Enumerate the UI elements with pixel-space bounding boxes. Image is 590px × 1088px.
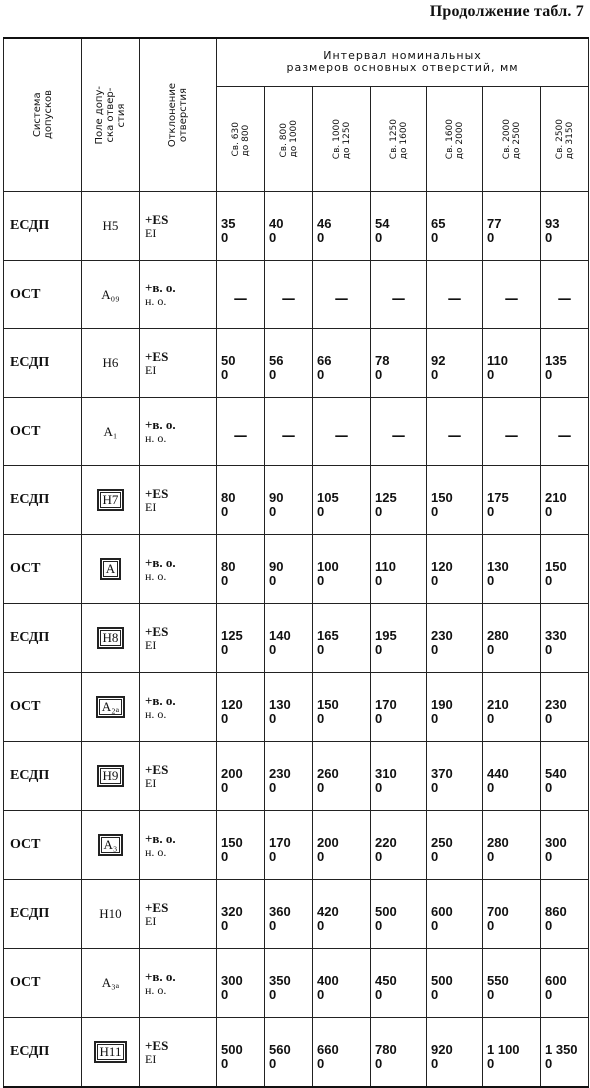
lower-deviation-label: н. о. xyxy=(145,568,167,583)
field-label: A₁ xyxy=(103,423,118,439)
lower-deviation-label: EI xyxy=(145,1051,157,1066)
value-cell: — xyxy=(313,261,371,329)
value-cell: 540 0 xyxy=(541,742,589,811)
value-cell: 200 0 xyxy=(217,742,265,811)
value-cell: 280 0 xyxy=(483,811,541,880)
field-cell xyxy=(82,329,140,398)
upper-deviation-label: +в. о. xyxy=(145,554,176,570)
field-cell xyxy=(82,880,140,949)
value-cell: 550 0 xyxy=(483,949,541,1018)
field-label: H6 xyxy=(102,355,119,370)
table-row xyxy=(4,398,589,466)
value-cell: 230 0 xyxy=(541,673,589,742)
value-cell: 560 0 xyxy=(265,1018,313,1088)
value-cell: 400 0 xyxy=(313,949,371,1018)
value-cell: 230 0 xyxy=(427,604,483,673)
field-label: A₀₉ xyxy=(101,286,120,302)
lower-deviation-label: н. о. xyxy=(145,294,167,308)
field-label: A₃ xyxy=(98,834,124,856)
system-cell: ЕСДП xyxy=(4,192,82,261)
header-range: Св. 2500 до 3150 xyxy=(541,86,589,191)
value-cell: 660 0 xyxy=(313,1018,371,1088)
lower-deviation-label: EI xyxy=(145,225,157,240)
value-cell: 230 0 xyxy=(265,742,313,811)
value-cell: — xyxy=(371,398,427,466)
deviation-cell xyxy=(140,604,217,673)
value-cell: 150 0 xyxy=(427,466,483,535)
value-cell: 600 0 xyxy=(541,949,589,1018)
value-cell: 330 0 xyxy=(541,604,589,673)
value-cell: 210 0 xyxy=(541,466,589,535)
lower-deviation-label: н. о. xyxy=(145,844,167,859)
value-cell: 310 0 xyxy=(371,742,427,811)
header-range: Св. 1600 до 2000 xyxy=(427,86,483,191)
deviation-cell xyxy=(140,742,217,811)
value-cell: 165 0 xyxy=(313,604,371,673)
header-system: Система допусков xyxy=(4,38,82,192)
lower-deviation-label: EI xyxy=(145,775,157,790)
value-cell: 120 0 xyxy=(427,535,483,604)
value-cell: 175 0 xyxy=(483,466,541,535)
field-label: A₂ₐ xyxy=(96,696,125,718)
value-cell: — xyxy=(483,261,541,329)
field-cell xyxy=(82,742,140,811)
upper-deviation-label: +в. о. xyxy=(145,417,176,432)
value-cell: 350 0 xyxy=(265,949,313,1018)
value-cell: 78 0 xyxy=(371,329,427,398)
value-cell: 80 0 xyxy=(217,535,265,604)
tolerance-table xyxy=(3,37,589,1088)
field-cell xyxy=(82,466,140,535)
field-label: A₃ₐ xyxy=(101,975,120,990)
value-cell: 80 0 xyxy=(217,466,265,535)
deviation-cell xyxy=(140,811,217,880)
value-cell: 170 0 xyxy=(265,811,313,880)
deviation-cell xyxy=(140,880,217,949)
value-cell: 860 0 xyxy=(541,880,589,949)
value-cell: 920 0 xyxy=(427,1018,483,1088)
lower-deviation-label: EI xyxy=(145,499,157,514)
value-cell: 35 0 xyxy=(217,192,265,261)
value-cell: — xyxy=(371,261,427,329)
deviation-cell xyxy=(140,192,217,261)
header-interval: Интервал номинальных размеров основных отверстий, мм xyxy=(217,38,589,86)
value-cell: 260 0 xyxy=(313,742,371,811)
value-cell: — xyxy=(217,398,265,466)
field-cell xyxy=(82,535,140,604)
system-cell: ЕСДП xyxy=(4,880,82,949)
value-cell: 250 0 xyxy=(427,811,483,880)
upper-deviation-label: +ES xyxy=(145,485,169,501)
field-cell xyxy=(82,192,140,261)
table-row xyxy=(4,1018,589,1088)
value-cell: — xyxy=(217,261,265,329)
lower-deviation-label: н. о. xyxy=(145,706,167,721)
value-cell: 125 0 xyxy=(371,466,427,535)
header-range: Св. 800 до 1000 xyxy=(265,86,313,191)
value-cell: 100 0 xyxy=(313,535,371,604)
value-cell: 130 0 xyxy=(265,673,313,742)
value-cell: 320 0 xyxy=(217,880,265,949)
value-cell: 140 0 xyxy=(265,604,313,673)
table-row xyxy=(4,811,589,880)
value-cell: 40 0 xyxy=(265,192,313,261)
value-cell: 200 0 xyxy=(313,811,371,880)
system-cell: ОСТ xyxy=(4,811,82,880)
value-cell: — xyxy=(427,398,483,466)
field-label: H9 xyxy=(97,765,125,787)
upper-deviation-label: +в. о. xyxy=(145,280,176,295)
value-cell: — xyxy=(541,261,589,329)
value-cell: 210 0 xyxy=(483,673,541,742)
deviation-cell xyxy=(140,1018,217,1088)
field-label: H11 xyxy=(94,1041,128,1063)
table-row xyxy=(4,261,589,329)
value-cell: 300 0 xyxy=(541,811,589,880)
value-cell: 1 350 0 xyxy=(541,1018,589,1088)
value-cell: 92 0 xyxy=(427,329,483,398)
field-label: H7 xyxy=(97,489,125,511)
system-cell: ЕСДП xyxy=(4,742,82,811)
upper-deviation-label: +в. о. xyxy=(145,968,176,984)
value-cell: 150 0 xyxy=(541,535,589,604)
lower-deviation-label: н. о. xyxy=(145,431,167,445)
value-cell: — xyxy=(427,261,483,329)
system-cell: ЕСДП xyxy=(4,466,82,535)
value-cell: 300 0 xyxy=(217,949,265,1018)
system-cell: ЕСДП xyxy=(4,604,82,673)
deviation-cell xyxy=(140,466,217,535)
value-cell: 110 0 xyxy=(371,535,427,604)
upper-deviation-label: +ES xyxy=(145,211,169,227)
value-cell: 500 0 xyxy=(217,1018,265,1088)
field-cell xyxy=(82,811,140,880)
deviation-cell xyxy=(140,261,217,329)
value-cell: 50 0 xyxy=(217,329,265,398)
table-caption: Продолжение табл. 7 xyxy=(429,3,584,20)
value-cell: 600 0 xyxy=(427,880,483,949)
value-cell: 90 0 xyxy=(265,466,313,535)
header-deviation: Отклонение отверстия xyxy=(140,38,217,192)
system-cell: ОСТ xyxy=(4,673,82,742)
value-cell: 500 0 xyxy=(371,880,427,949)
field-cell xyxy=(82,1018,140,1088)
field-cell xyxy=(82,604,140,673)
value-cell: 220 0 xyxy=(371,811,427,880)
value-cell: 500 0 xyxy=(427,949,483,1018)
value-cell: — xyxy=(483,398,541,466)
header-range: Св. 1250 до 1600 xyxy=(371,86,427,191)
value-cell: 780 0 xyxy=(371,1018,427,1088)
value-cell: 700 0 xyxy=(483,880,541,949)
system-cell: ОСТ xyxy=(4,949,82,1018)
system-cell: ОСТ xyxy=(4,261,82,329)
value-cell: 1 100 0 xyxy=(483,1018,541,1088)
value-cell: 450 0 xyxy=(371,949,427,1018)
table-row xyxy=(4,949,589,1018)
table-row xyxy=(4,742,589,811)
value-cell: — xyxy=(265,261,313,329)
table-row xyxy=(4,466,589,535)
upper-deviation-label: +в. о. xyxy=(145,692,176,708)
value-cell: 105 0 xyxy=(313,466,371,535)
table-row xyxy=(4,880,589,949)
field-cell xyxy=(82,949,140,1018)
value-cell: 360 0 xyxy=(265,880,313,949)
upper-deviation-label: +ES xyxy=(145,761,169,777)
value-cell: 440 0 xyxy=(483,742,541,811)
field-cell xyxy=(82,673,140,742)
value-cell: 420 0 xyxy=(313,880,371,949)
field-label: H10 xyxy=(99,906,122,921)
table-row xyxy=(4,604,589,673)
upper-deviation-label: +ES xyxy=(145,623,169,639)
table-row xyxy=(4,192,589,261)
value-cell: 150 0 xyxy=(313,673,371,742)
value-cell: 370 0 xyxy=(427,742,483,811)
deviation-cell xyxy=(140,673,217,742)
system-cell: ЕСДП xyxy=(4,1018,82,1088)
upper-deviation-label: +ES xyxy=(145,348,169,364)
deviation-cell xyxy=(140,398,217,466)
value-cell: 90 0 xyxy=(265,535,313,604)
field-label: H5 xyxy=(102,218,119,233)
value-cell: — xyxy=(313,398,371,466)
value-cell: — xyxy=(265,398,313,466)
value-cell: 280 0 xyxy=(483,604,541,673)
value-cell: 54 0 xyxy=(371,192,427,261)
field-label: A xyxy=(100,558,121,580)
header-range: Св. 1000 до 1250 xyxy=(313,86,371,191)
value-cell: 125 0 xyxy=(217,604,265,673)
system-cell: ЕСДП xyxy=(4,329,82,398)
upper-deviation-label: +в. о. xyxy=(145,830,176,846)
field-label: H8 xyxy=(97,627,125,649)
value-cell: 93 0 xyxy=(541,192,589,261)
table-row xyxy=(4,673,589,742)
field-cell xyxy=(82,261,140,329)
table-row xyxy=(4,535,589,604)
field-cell xyxy=(82,398,140,466)
deviation-cell xyxy=(140,535,217,604)
value-cell: 120 0 xyxy=(217,673,265,742)
value-cell: 56 0 xyxy=(265,329,313,398)
deviation-cell xyxy=(140,329,217,398)
header-field: Поле допу- ска отвер- стия xyxy=(82,38,140,192)
deviation-cell xyxy=(140,949,217,1018)
value-cell: 77 0 xyxy=(483,192,541,261)
upper-deviation-label: +ES xyxy=(145,899,169,915)
value-cell: 66 0 xyxy=(313,329,371,398)
value-cell: 190 0 xyxy=(427,673,483,742)
system-cell: ОСТ xyxy=(4,535,82,604)
value-cell: 46 0 xyxy=(313,192,371,261)
value-cell: 110 0 xyxy=(483,329,541,398)
upper-deviation-label: +ES xyxy=(145,1037,169,1053)
value-cell: 135 0 xyxy=(541,329,589,398)
value-cell: 150 0 xyxy=(217,811,265,880)
header-range: Св. 2000 до 2500 xyxy=(483,86,541,191)
value-cell: 170 0 xyxy=(371,673,427,742)
lower-deviation-label: EI xyxy=(145,362,157,377)
value-cell: 130 0 xyxy=(483,535,541,604)
header-range: Св. 630 до 800 xyxy=(217,86,265,191)
value-cell: — xyxy=(541,398,589,466)
lower-deviation-label: EI xyxy=(145,637,157,652)
table-row xyxy=(4,329,589,398)
system-cell: ОСТ xyxy=(4,398,82,466)
value-cell: 65 0 xyxy=(427,192,483,261)
lower-deviation-label: н. о. xyxy=(145,982,167,997)
lower-deviation-label: EI xyxy=(145,913,157,928)
value-cell: 195 0 xyxy=(371,604,427,673)
